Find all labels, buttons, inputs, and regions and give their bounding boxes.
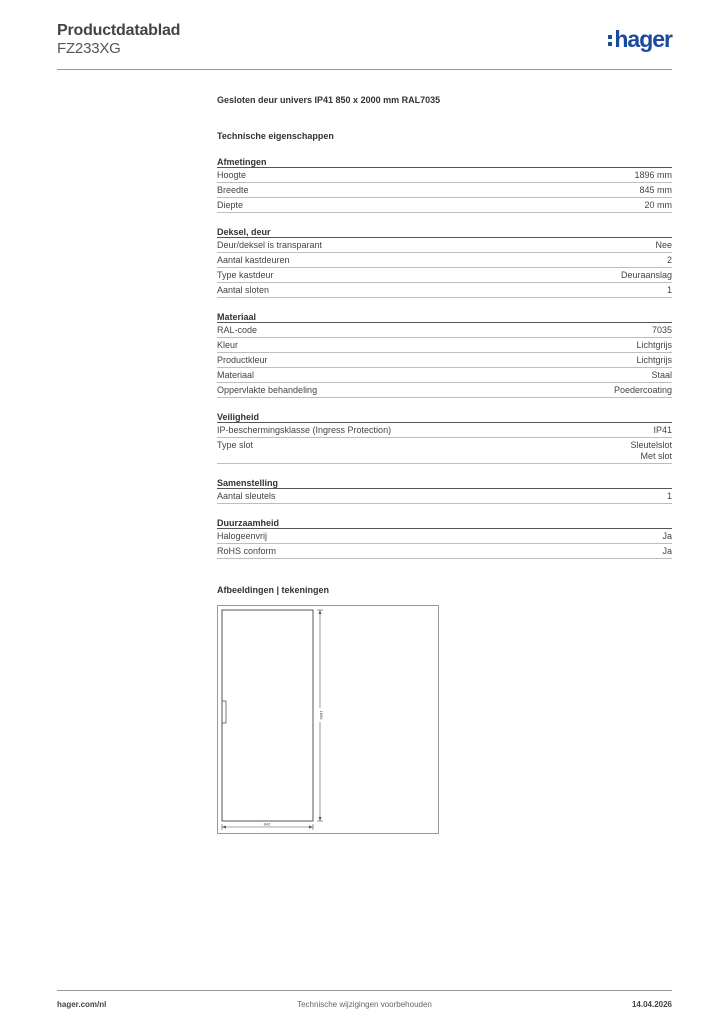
spec-row [217,323,672,338]
spec-value: 1896 mm [634,170,672,180]
spec-label: Deur/deksel is transparant [217,240,323,250]
spec-row [217,368,672,383]
door-handle [222,701,226,723]
spec-row [217,423,672,438]
main-content [217,95,672,834]
spec-group [217,410,672,464]
spec-row [217,489,672,504]
spec-value: Poedercoating [613,385,672,395]
spec-row [217,253,672,268]
spec-row [217,183,672,198]
footer-disclaimer: Technische wijzigingen voorbehouden [297,1000,432,1009]
spec-group-title: Samenstelling [217,476,672,489]
spec-value: 1 [666,491,672,501]
spec-row [217,238,672,253]
spec-label: Materiaal [217,370,255,380]
spec-value: 845 mm [639,185,672,195]
spec-group [217,516,672,559]
spec-label: Breedte [217,185,249,195]
spec-row [217,438,672,464]
page-footer [57,990,672,1010]
page-header [57,22,672,70]
hager-logo[interactable] [608,28,672,51]
spec-value: Staal [651,370,672,380]
spec-label: IP-beschermingsklasse (Ingress Protection) [217,425,392,435]
spec-row [217,198,672,213]
spec-value: 1 [666,285,672,295]
spec-group [217,225,672,298]
spec-value: 20 mm [644,200,672,210]
spec-value: IP41 [653,425,672,435]
spec-label: Diepte [217,200,244,210]
spec-value: Sleutelslot Met slot [630,440,672,461]
spec-label: Halogeenvrij [217,531,268,541]
product-code: FZ233XG [57,40,121,57]
spec-label: Oppervlakte behandeling [217,385,318,395]
spec-group-title: Veiligheid [217,410,672,423]
spec-groups [217,155,672,559]
spec-label: Type kastdeur [217,270,274,280]
spec-value: Nee [655,240,672,250]
document-title: Productdatablad [57,22,181,39]
product-description: Gesloten deur univers IP41 850 x 2000 mm RAL7035 [217,95,441,105]
spec-value: Deuraanslag [620,270,672,280]
spec-row [217,529,672,544]
spec-row [217,338,672,353]
spec-label: RAL-code [217,325,258,335]
spec-value: Ja [662,546,672,556]
spec-group-title: Afmetingen [217,155,672,168]
spec-label: Kleur [217,340,239,350]
spec-value: Lichtgrijs [636,355,672,365]
spec-label: Aantal sloten [217,285,270,295]
height-dimension-label: 1896 [319,710,324,720]
spec-value: 2 [666,255,672,265]
footer-website-link[interactable]: hager.com/nl [57,1000,107,1009]
logo-text: hager [614,26,672,52]
logo-dots-icon [608,35,612,46]
spec-row [217,283,672,298]
spec-label: Hoogte [217,170,247,180]
spec-group [217,310,672,398]
spec-value: Lichtgrijs [636,340,672,350]
spec-group [217,476,672,504]
spec-row [217,544,672,559]
door-drawing-svg [218,606,440,835]
spec-value: 7035 [651,325,672,335]
spec-group [217,155,672,213]
spec-group-title: Deksel, deur [217,225,672,238]
spec-group-title: Materiaal [217,310,672,323]
footer-date: 14.04.2026 [631,1000,672,1009]
spec-value: Ja [662,531,672,541]
technical-drawing [217,605,439,834]
spec-label: RoHS conform [217,546,277,556]
door-outline [222,610,313,821]
spec-row [217,383,672,398]
spec-label: Aantal sleutels [217,491,276,501]
width-dimension-label: 842 [263,821,271,827]
spec-label: Productkleur [217,355,268,365]
images-heading: Afbeeldingen | tekeningen [217,585,330,595]
spec-row [217,353,672,368]
section-heading: Technische eigenschappen [217,131,334,141]
spec-group-title: Duurzaamheid [217,516,672,529]
spec-row [217,268,672,283]
spec-label: Type slot [217,440,254,450]
spec-row [217,168,672,183]
spec-label: Aantal kastdeuren [217,255,290,265]
